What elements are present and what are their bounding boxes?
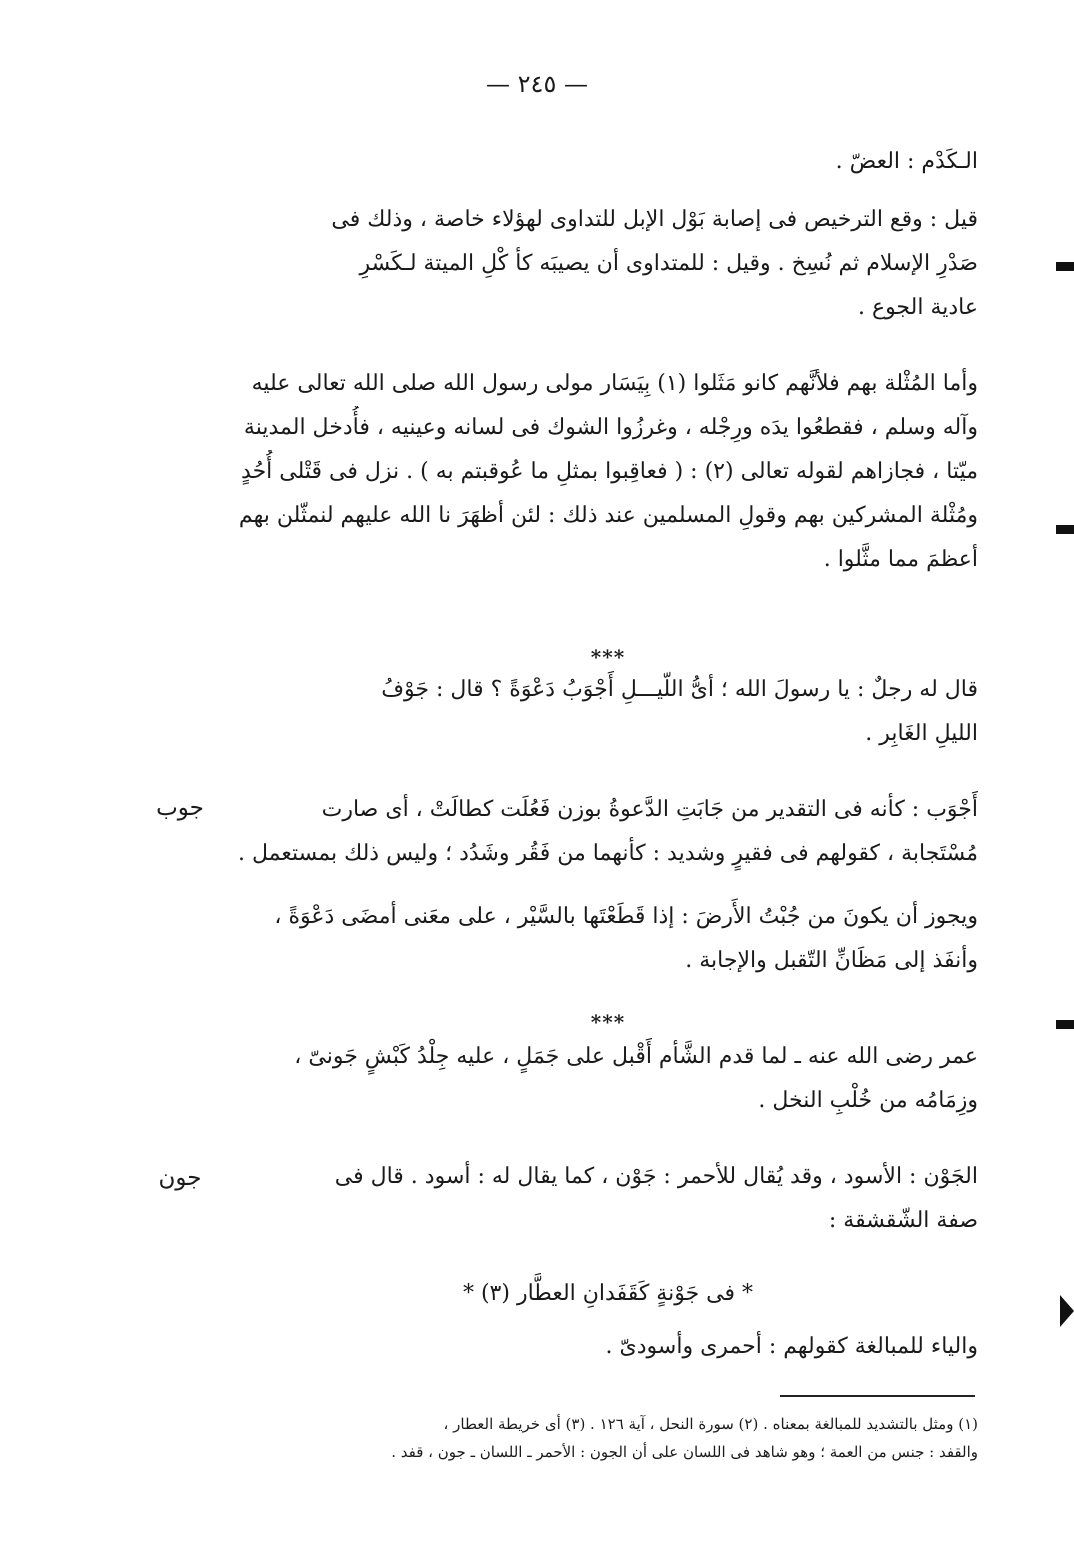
text-line: وآله وسلم ، فقطعُوا يدَه ورِجْله ، وغرزُوا الشوك فى لسانه وعينيه ، فأُدخل المدينة: [243, 415, 978, 440]
paragraph-kadm: [238, 140, 978, 184]
text-line: مُسْتَجابة ، كقولهم فى فقيرٍ وشديد : كأنهما من فَقُر وشَدُد ؛ وليس ذلك بمستعمل .: [238, 841, 978, 866]
text-line: والياء للمبالغة كقولهم : أحمرى وأسودىّ .: [605, 1334, 978, 1359]
section-separator: ***: [590, 1010, 626, 1034]
text-line: صفة الشّقشقة :: [828, 1208, 978, 1233]
text-line: الليلِ الغَابِر .: [865, 721, 978, 746]
paragraph-hadith-ajwab: [238, 668, 978, 756]
paragraph-umar: [238, 1035, 978, 1123]
text-line: وزِمَامُه من خُلْبِ النخل .: [758, 1088, 978, 1113]
text-line: الـكَدْم : العضّ .: [835, 149, 978, 174]
paragraph-jubtu: [238, 895, 978, 983]
text-line: عمر رضى الله عنه ـ لما قدم الشَّأم أَقْبل على جَمَلٍ ، عليه جِلْدُ كَبْشٍ جَونىّ ،: [294, 1044, 978, 1069]
text-line: قال له رجلٌ : يا رسولَ الله ؛ أىُّ اللّيـــلِ أَجْوَبُ دَعْوَةً ؟ قال : جَوْفُ: [381, 677, 978, 702]
paragraph-jawn: [238, 1155, 978, 1243]
text-line: ويجوز أن يكونَ من جُبْتُ الأَرضَ : إذا قَطَعْتَها بالسَّيْر ، على معَنى أمضَى دَعْوَةً ،: [274, 904, 978, 929]
margin-mark: [1056, 1020, 1074, 1029]
footnote-rule: [780, 1395, 975, 1397]
footnote-line: (١) ومثل بالتشديد للمبالغة بمعناه . (٢) سورة النحل ، آية ١٢٦ . (٣) أى خريطة العطار ،: [443, 1415, 978, 1433]
text-line: وأنفَذ إلى مَظَانِّ التّقبل والإجابة .: [685, 948, 978, 973]
margin-mark: [1056, 262, 1074, 271]
text-line: عادية الجوع .: [857, 295, 978, 320]
text-line: أَجْوَب : كأنه فى التقدير من جَابَتِ الدَّعوةُ بوزن فَعُلَت كطالَتْ ، أى صارت: [321, 797, 978, 822]
text-line: أعظمَ مما مثَّلوا .: [823, 547, 978, 572]
page-number: — ٢٤٥ —: [486, 70, 588, 98]
paragraph-ya-mubalagha: [238, 1325, 978, 1369]
text-line: ميّتا ، فجازاهم لقوله تعالى (٢) : ( فعاقِبوا بمثلِ ما عُوقبتم به ) . نزل فى قَتْلى أُحُدٍ: [241, 459, 978, 484]
text-line: صَدْرِ الإسلام ثم نُسِخ . وقيل : للمتداوى أن يصيبَه كأ كْلِ الميتة لـكَسْرِ: [359, 251, 978, 276]
margin-mark: [1056, 525, 1074, 534]
poetry-verse: * فى جَوْنةٍ كَقَفَدانِ العطَّار (٣) *: [462, 1281, 754, 1306]
text-line: وأما المُثْلة بهم فلأنَّهم كانو مَثَلوا (١) بِيَسَار مولى رسول الله صلى الله تعالى عليه: [251, 371, 978, 396]
text-line: قيل : وقع الترخيص فى إصابة بَوْل الإبل للتداوى لهؤلاء خاصة ، وذلك فى: [331, 207, 978, 232]
paragraph-ajwab-explanation: [238, 788, 978, 876]
margin-root-jwn: جون: [158, 1165, 202, 1191]
text-line: الجَوْن : الأسود ، وقد يُقال للأحمر : جَوْن ، كما يقال له : أسود . قال فى: [334, 1164, 978, 1189]
margin-root-jwb: جوب: [156, 795, 204, 821]
margin-arrow-icon: [1060, 1295, 1074, 1327]
section-separator: ***: [590, 645, 626, 669]
paragraph-muthla: [238, 362, 978, 582]
footnote-line: والقفد : جنس من العمة ؛ وهو شاهد فى اللسان على أن الجون : الأحمر ـ اللسان ـ جون ، قفد .: [391, 1443, 978, 1461]
paragraph-tarkhis: [238, 198, 978, 330]
text-line: ومُثْلة المشركين بهم وقولِ المسلمين عند ذلك : لئن أظهَرَ نا الله عليهم لنمثّلن بهم: [238, 503, 978, 528]
